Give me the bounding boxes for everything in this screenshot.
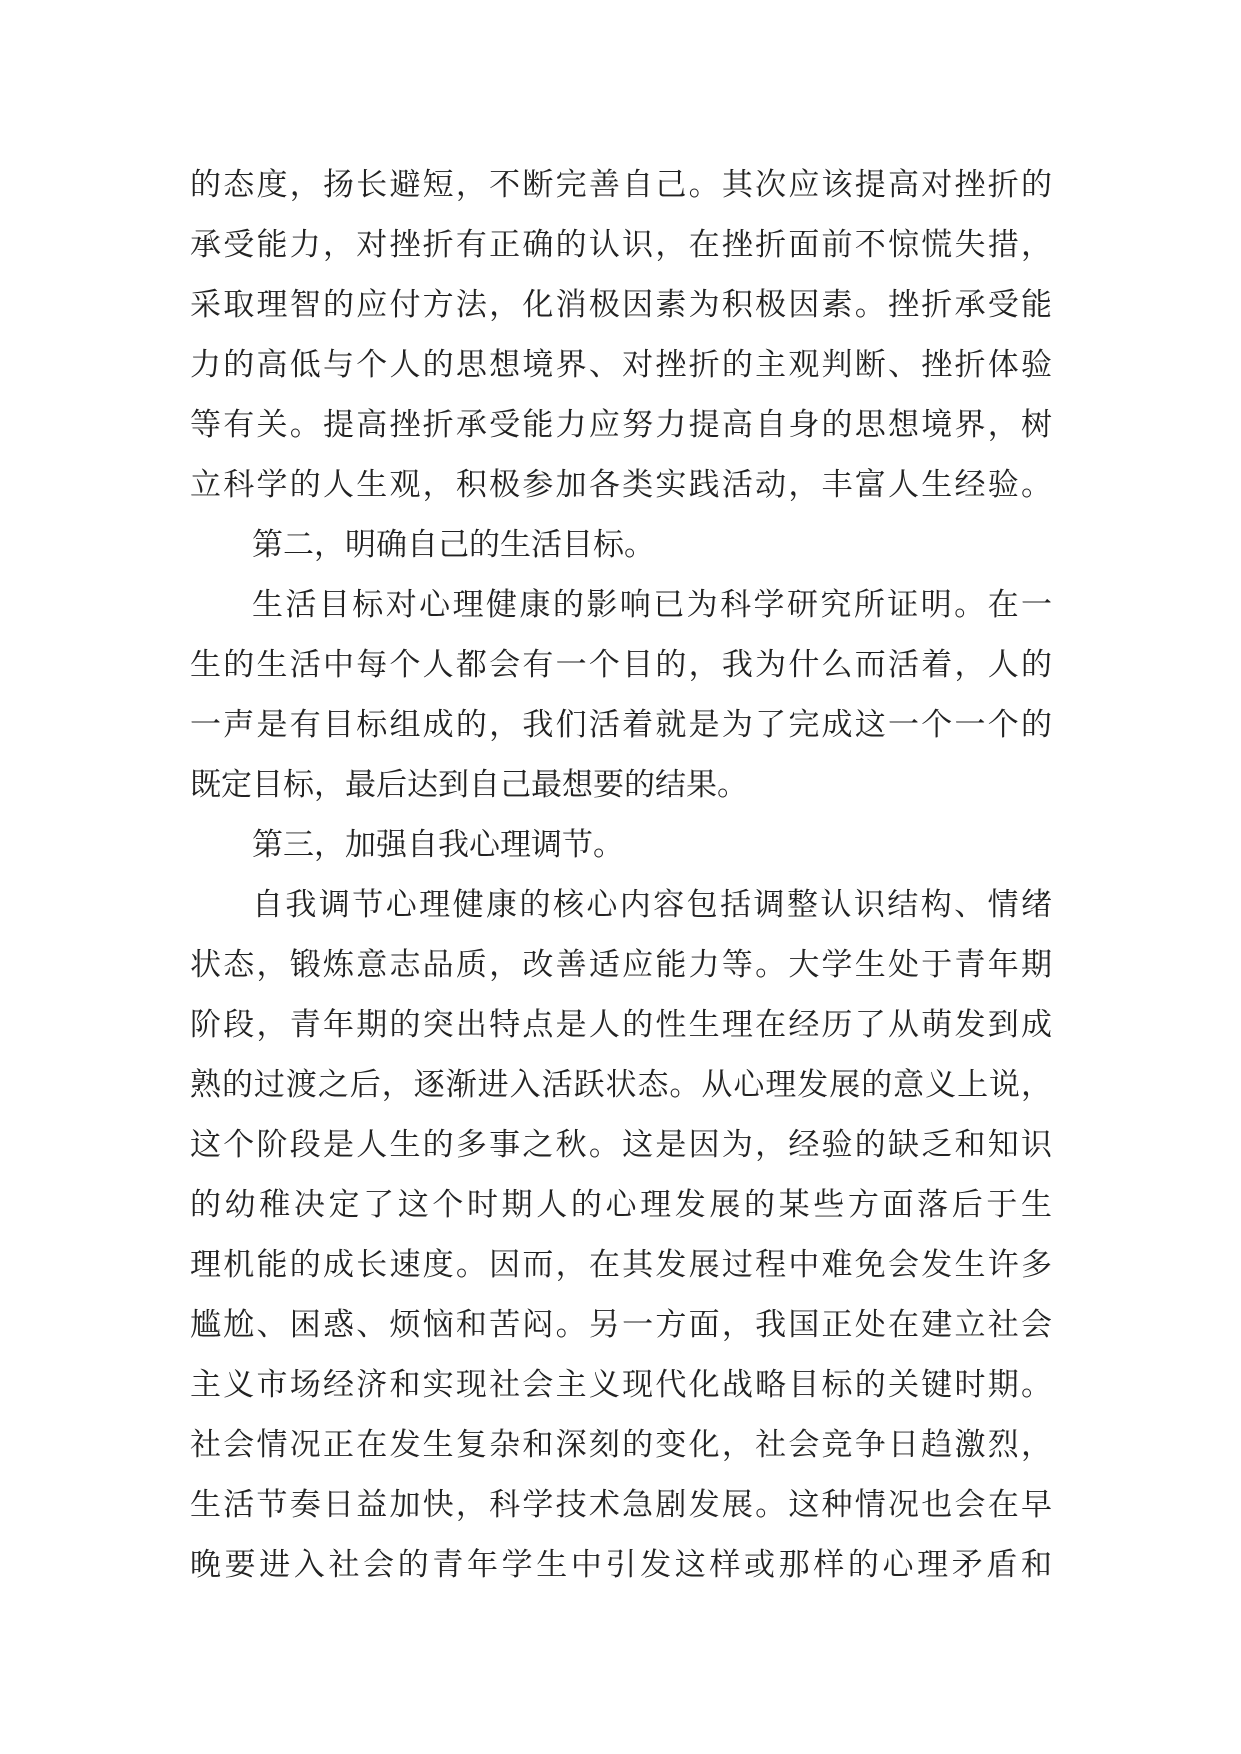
- section-heading-3: 第三，加强自我心理调节。: [252, 827, 624, 863]
- text-line: 熟的过渡之后，逐渐进入活跃状态。从心理发展的意义上说，: [190, 1067, 1052, 1103]
- text-line: 的幼稚决定了这个时期人的心理发展的某些方面落后于生: [190, 1187, 1052, 1223]
- text-line: 承受能力，对挫折有正确的认识，在挫折面前不惊慌失措，: [190, 227, 1052, 263]
- text-line: 理机能的成长速度。因而，在其发展过程中难免会发生许多: [190, 1247, 1052, 1283]
- text-line: 尴尬、困惑、烦恼和苦闷。另一方面，我国正处在建立社会: [190, 1307, 1052, 1343]
- text-line: 等有关。提高挫折承受能力应努力提高自身的思想境界，树: [190, 407, 1052, 443]
- text-line: 的态度，扬长避短，不断完善自己。其次应该提高对挫折的: [190, 167, 1052, 203]
- body-text: [190, 155, 1052, 1595]
- text-line: 状态，锻炼意志品质，改善适应能力等。大学生处于青年期: [190, 947, 1052, 983]
- text-line: 社会情况正在发生复杂和深刻的变化，社会竞争日趋激烈，: [190, 1427, 1052, 1463]
- text-line: 主义市场经济和实现社会主义现代化战略目标的关键时期。: [190, 1367, 1052, 1403]
- text-line: 这个阶段是人生的多事之秋。这是因为，经验的缺乏和知识: [190, 1127, 1052, 1163]
- text-line: 立科学的人生观，积极参加各类实践活动，丰富人生经验。: [190, 467, 1052, 503]
- text-line: 采取理智的应付方法，化消极因素为积极因素。挫折承受能: [190, 287, 1052, 323]
- text-line: 晚要进入社会的青年学生中引发这样或那样的心理矛盾和: [190, 1547, 1052, 1583]
- text-line: 生活目标对心理健康的影响已为科学研究所证明。在一: [252, 587, 1052, 623]
- text-line: 生的生活中每个人都会有一个目的，我为什么而活着，人的: [190, 647, 1052, 683]
- text-line: 生活节奏日益加快，科学技术急剧发展。这种情况也会在早: [190, 1487, 1052, 1523]
- text-line: 自我调节心理健康的核心内容包括调整认识结构、情绪: [252, 887, 1052, 923]
- text-line: 一声是有目标组成的，我们活着就是为了完成这一个一个的: [190, 707, 1052, 743]
- text-line: 既定目标，最后达到自己最想要的结果。: [190, 767, 748, 803]
- text-line: 力的高低与个人的思想境界、对挫折的主观判断、挫折体验: [190, 347, 1052, 383]
- section-heading-2: 第二，明确自己的生活目标。: [252, 527, 655, 563]
- text-line: 阶段，青年期的突出特点是人的性生理在经历了从萌发到成: [190, 1007, 1052, 1043]
